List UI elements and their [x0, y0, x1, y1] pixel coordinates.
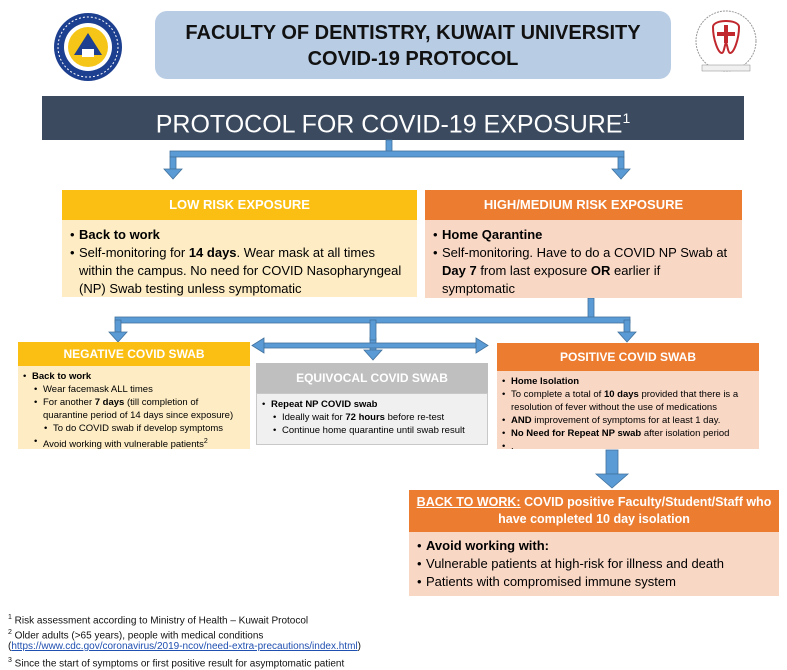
- back-to-work-sub-1: • Vulnerable patients at high-risk for illness and death: [417, 555, 771, 573]
- footnote-1: $^1$ Risk assessment according to Ministry of Health – Kuwait Protocol: [8, 614, 309, 627]
- cdc-link[interactable]: https://www.cdc.gov/coronavirus/2019-ncov/need-extra-precautions/index.html: [11, 641, 358, 652]
- low-risk-header: [62, 190, 417, 220]
- low-risk-item-1: • Back to work: [70, 226, 409, 244]
- arrow-to-equivocal: [364, 338, 382, 360]
- connector-equivocal-stem: [370, 320, 376, 340]
- positive-swab-body: [497, 371, 759, 452]
- positive-swab-header: [497, 343, 759, 371]
- high-risk-title: HIGH/MEDIUM RISK EXPOSURE: [483, 197, 684, 212]
- positive-item-3: • AND improvement of symptoms for at least 1 day.: [502, 414, 754, 427]
- negative-sub-3: • To do COVID swab if develop symptoms: [33, 422, 245, 435]
- double-arrow-right-head: [476, 338, 488, 353]
- connector-top-bar: [170, 151, 624, 157]
- connector-high-risk-stem: [588, 298, 594, 320]
- arrow-to-high-risk: [612, 157, 630, 179]
- negative-item-1: • Back to work • Wear facemask ALL times • For another 7 days (till completion of quarantine period of 14 days since exposure) • To do COVID swab if develop symptoms • Avoid working with vulnerable patients$^2$: [23, 370, 245, 451]
- positive-item-4: • No Need for Repeat NP swab after isolation period: [502, 427, 754, 440]
- arrow-to-low-risk: [164, 157, 182, 179]
- negative-swab-body: [18, 366, 250, 449]
- connector-double-arrow-bar: [262, 343, 476, 348]
- negative-sub-1: • Wear facemask ALL times: [23, 383, 245, 396]
- low-risk-title: LOW RISK EXPOSURE: [169, 197, 310, 212]
- equivocal-swab-header: [256, 363, 488, 393]
- title-line-2: COVID-19 PROTOCOL: [307, 48, 519, 70]
- equivocal-swab-body: [256, 393, 488, 445]
- arrow-to-positive: [618, 320, 636, 342]
- footnote-3: $^3$ Since the start of symptoms or first positive result for asymptomatic patient: [8, 657, 345, 670]
- double-arrow-left-head: [252, 338, 264, 353]
- banner-footnote-ref: 1: [622, 110, 631, 126]
- arrow-to-back-to-work: [596, 474, 628, 488]
- dental-center-logo: [688, 7, 764, 79]
- positive-item-5: • .: [502, 440, 754, 453]
- protocol-banner: [42, 96, 744, 140]
- negative-sub-4: • Avoid working with vulnerable patients$^2$: [23, 435, 245, 451]
- banner-text: PROTOCOL FOR COVID-19 EXPOSURE: [155, 110, 623, 139]
- negative-swab-title: NEGATIVE COVID SWAB: [63, 347, 205, 361]
- connector-positive-stem: [606, 450, 618, 474]
- back-to-work-sub-2: • Patients with compromised immune system: [417, 573, 771, 591]
- low-risk-item-2: • Self-monitoring for 14 days. Wear mask at all times within the campus. No need for COVID Nasopharyngeal (NP) Swab testing unless symptomatic: [70, 244, 409, 298]
- high-risk-item-1: • Home Qarantine: [433, 226, 734, 244]
- high-risk-item-2: • Self-monitoring. Have to do a COVID NP Swab at Day 7 from last exposure OR earlier if symptomatic: [433, 244, 734, 298]
- high-risk-header: [425, 190, 742, 220]
- connector-banner-stem: [386, 140, 392, 154]
- footnote-2-link-line: (https://www.cdc.gov/coronavirus/2019-ncov/need-extra-precautions/index.html): [8, 641, 361, 652]
- title-line-1: FACULTY OF DENTISTRY, KUWAIT UNIVERSITY: [185, 22, 641, 44]
- footnote-2: $^2$ Older adults (>65 years), people with medical conditions: [8, 629, 264, 642]
- equivocal-sub-1: • Ideally wait for 72 hours before re-test: [262, 411, 482, 424]
- back-to-work-body: [409, 532, 779, 596]
- equivocal-item-1: • Repeat NP COVID swab • Ideally wait for 72 hours before re-test • Continue home quarantine until swab result: [262, 398, 482, 437]
- back-to-work-label: BACK TO WORK:: [416, 495, 521, 509]
- low-risk-body: [62, 220, 417, 297]
- equivocal-swab-title: EQUIVOCAL COVID SWAB: [296, 371, 448, 385]
- back-to-work-title: COVID positive Faculty/Student/Staff who have completed 10 day isolation: [498, 495, 772, 526]
- arrow-to-negative: [109, 320, 127, 342]
- negative-swab-header: [18, 342, 250, 366]
- equivocal-sub-2: • Continue home quarantine until swab result: [262, 424, 482, 437]
- positive-item-2: • To complete a total of 10 days provided that there is a resolution of fever without the use of medications: [502, 388, 754, 414]
- kuwait-university-logo: [52, 11, 124, 83]
- positive-swab-title: POSITIVE COVID SWAB: [559, 350, 697, 364]
- positive-item-1: • Home Isolation: [502, 375, 754, 388]
- back-to-work-header: [409, 490, 779, 532]
- connector-results-bar: [115, 317, 630, 323]
- title-box: [155, 11, 671, 79]
- back-to-work-item-1: • Avoid working with:: [417, 537, 771, 555]
- high-risk-body: [425, 220, 742, 298]
- negative-sub-2: • For another 7 days (till completion of quarantine period of 14 days since exposure) • To do COVID swab if develop symptoms: [23, 396, 245, 435]
